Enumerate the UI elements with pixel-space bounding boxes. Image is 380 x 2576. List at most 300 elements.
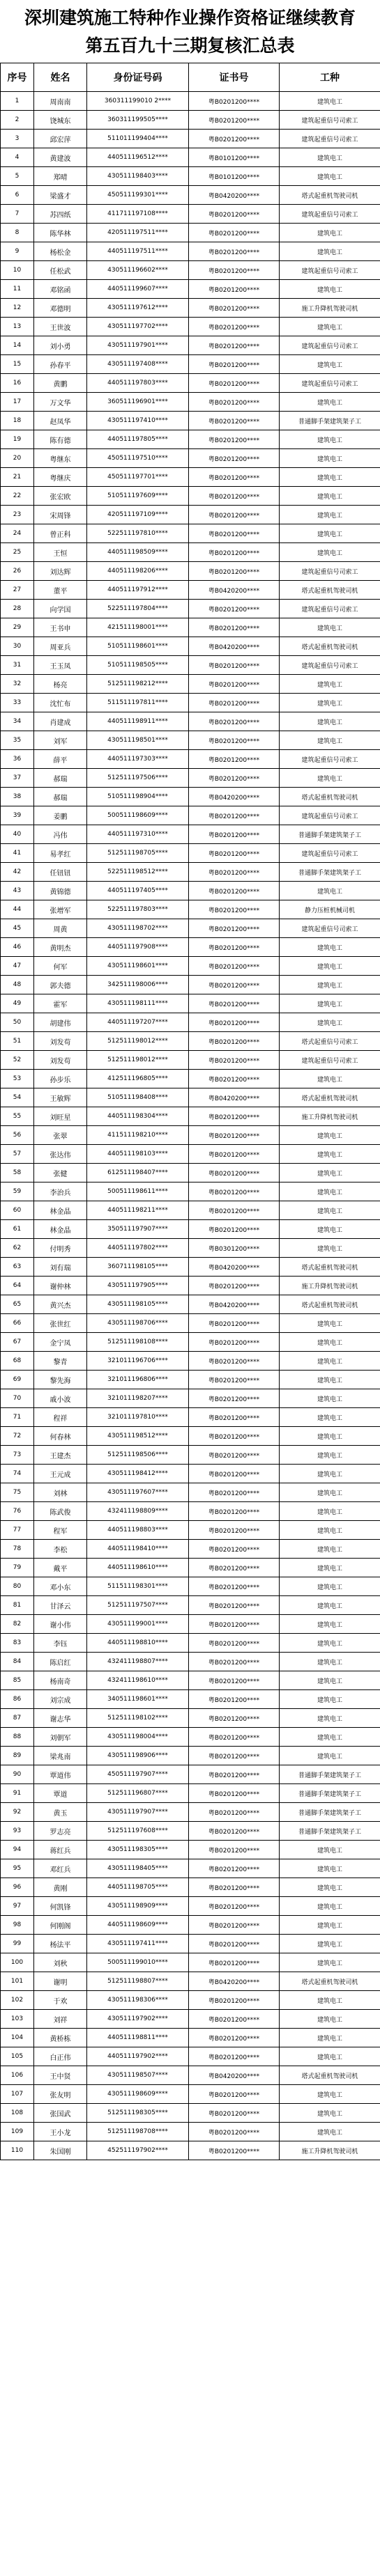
cell-id-number: 430511198105**** (87, 1295, 189, 1314)
cell-id-number: 440511198206**** (87, 562, 189, 581)
cell-certificate-number: 粤B0101200**** (189, 167, 280, 186)
cell-name: 梁盛才 (34, 186, 87, 205)
cell-name: 谢小伟 (34, 1615, 87, 1634)
cell-name: 胡建伟 (34, 1013, 87, 1032)
cell-job-type: 建筑电工 (280, 524, 380, 543)
table-row (1, 1653, 380, 1671)
cell-certificate-number: 粤B0201200**** (189, 2029, 280, 2047)
cell-certificate-number: 粤B0201200**** (189, 374, 280, 393)
cell-name: 戚小波 (34, 1389, 87, 1408)
cell-name: 周亚兵 (34, 637, 87, 656)
table-row (1, 2047, 380, 2066)
cell-job-type: 建筑起重信号司索工 (280, 656, 380, 675)
table-row (1, 299, 380, 318)
cell-name: 罗志亮 (34, 1822, 87, 1841)
cell-index: 71 (1, 1408, 34, 1427)
cell-name: 郭夫德 (34, 976, 87, 994)
cell-name: 郝瑞 (34, 769, 87, 788)
table-row (1, 1634, 380, 1653)
cell-job-type: 静力压桩机械司机 (280, 900, 380, 919)
cell-id-number: 512511198705**** (87, 844, 189, 863)
cell-certificate-number: 粤B0201200**** (189, 1878, 280, 1897)
cell-name: 任松武 (34, 261, 87, 280)
table-row (1, 1540, 380, 1559)
cell-id-number: 430511197702**** (87, 318, 189, 336)
cell-name: 陈华林 (34, 224, 87, 242)
cell-job-type: 建筑电工 (280, 1653, 380, 1671)
cell-index: 64 (1, 1277, 34, 1295)
cell-name: 张达伟 (34, 1145, 87, 1164)
cell-certificate-number: 粤B0201200**** (189, 1765, 280, 1784)
cell-job-type: 塔式起重机驾驶司机 (280, 1088, 380, 1107)
cell-id-number: 430511198412**** (87, 1465, 189, 1483)
table-row (1, 750, 380, 769)
cell-certificate-number: 粤B0201200**** (189, 1465, 280, 1483)
cell-certificate-number: 粤B0201200**** (189, 1013, 280, 1032)
cell-job-type: 建筑电工 (280, 1690, 380, 1709)
cell-certificate-number: 粤B0201200**** (189, 280, 280, 299)
cell-certificate-number: 粤B0201200**** (189, 1577, 280, 1596)
cell-certificate-number: 粤B0201200**** (189, 2047, 280, 2066)
cell-name: 邓小东 (34, 1577, 87, 1596)
cell-id-number: 512511198012**** (87, 1032, 189, 1051)
cell-index: 26 (1, 562, 34, 581)
cell-id-number: 432411198809**** (87, 1502, 189, 1521)
cell-id-number: 512511198102**** (87, 1709, 189, 1728)
cell-index: 73 (1, 1446, 34, 1465)
cell-index: 86 (1, 1690, 34, 1709)
cell-job-type: 建筑起重信号司索工 (280, 600, 380, 618)
cell-name: 刘宗成 (34, 1690, 87, 1709)
cell-certificate-number: 粤B0201200**** (189, 355, 280, 374)
cell-certificate-number: 粤B0201200**** (189, 1991, 280, 2010)
title-line-1: 深圳建筑施工特种作业操作资格证继续教育 (24, 8, 356, 28)
cell-job-type: 施工升降机驾驶司机 (280, 2141, 380, 2160)
cell-certificate-number: 粤B0201200**** (189, 449, 280, 468)
cell-name: 覃道伟 (34, 1765, 87, 1784)
cell-index: 90 (1, 1765, 34, 1784)
cell-id-number: 512511196807**** (87, 1784, 189, 1803)
cell-id-number: 500511198611**** (87, 1182, 189, 1201)
cell-certificate-number: 粤B0201200**** (189, 1182, 280, 1201)
cell-certificate-number: 粤B0420200**** (189, 788, 280, 806)
table-row (1, 788, 380, 806)
cell-name: 黄明杰 (34, 938, 87, 957)
cell-id-number: 321011196806**** (87, 1371, 189, 1389)
cell-name: 粤继东 (34, 449, 87, 468)
cell-name: 蒋红兵 (34, 1841, 87, 1859)
cell-index: 102 (1, 1991, 34, 2010)
table-row (1, 938, 380, 957)
cell-certificate-number: 粤B0201200**** (189, 1653, 280, 1671)
cell-job-type: 建筑电工 (280, 1747, 380, 1765)
cell-certificate-number: 粤B0420200**** (189, 1258, 280, 1277)
cell-name: 杨南奇 (34, 1671, 87, 1690)
table-row (1, 976, 380, 994)
table-row (1, 242, 380, 261)
summary-table (0, 63, 380, 2160)
cell-id-number: 512511198708**** (87, 2123, 189, 2141)
cell-index: 3 (1, 130, 34, 148)
cell-job-type: 施工升降机驾驶司机 (280, 1277, 380, 1295)
cell-certificate-number: 粤B0201200**** (189, 1559, 280, 1577)
cell-certificate-number: 粤B0201200**** (189, 1935, 280, 1953)
cell-job-type: 塔式起重机驾驶司机 (280, 2066, 380, 2085)
cell-name: 邓铭函 (34, 280, 87, 299)
cell-index: 75 (1, 1483, 34, 1502)
table-row (1, 1427, 380, 1446)
table-row (1, 111, 380, 130)
title-line-2: 第五百九十三期复核汇总表 (85, 36, 295, 56)
table-row (1, 2123, 380, 2141)
cell-index: 12 (1, 299, 34, 318)
cell-index: 80 (1, 1577, 34, 1596)
cell-name: 肖建成 (34, 712, 87, 731)
table-row (1, 1126, 380, 1145)
cell-job-type: 建筑电工 (280, 1709, 380, 1728)
cell-certificate-number: 粤B0201200**** (189, 412, 280, 430)
cell-index: 55 (1, 1107, 34, 1126)
cell-job-type: 建筑电工 (280, 148, 380, 167)
cell-name: 饶城东 (34, 111, 87, 130)
cell-name: 邓德明 (34, 299, 87, 318)
cell-index: 11 (1, 280, 34, 299)
cell-id-number: 612511198407**** (87, 1164, 189, 1182)
cell-certificate-number: 粤B0201200**** (189, 938, 280, 957)
table-row (1, 1220, 380, 1239)
cell-id-number: 512511198012**** (87, 1051, 189, 1070)
cell-index: 108 (1, 2104, 34, 2123)
cell-certificate-number: 粤B0420200**** (189, 1088, 280, 1107)
cell-name: 姜鹏 (34, 806, 87, 825)
cell-index: 79 (1, 1559, 34, 1577)
cell-index: 96 (1, 1878, 34, 1897)
cell-certificate-number: 粤B0201200**** (189, 1145, 280, 1164)
cell-id-number: 321011198207**** (87, 1389, 189, 1408)
table-row (1, 1577, 380, 1596)
cell-job-type: 建筑电工 (280, 2085, 380, 2104)
table-row (1, 148, 380, 167)
table-row (1, 1521, 380, 1540)
cell-index: 104 (1, 2029, 34, 2047)
cell-name: 杨亮 (34, 675, 87, 694)
cell-id-number: 440511197912**** (87, 581, 189, 600)
cell-certificate-number: 粤B0201200**** (189, 675, 280, 694)
cell-name: 郑晴 (34, 167, 87, 186)
table-row (1, 543, 380, 562)
table-row (1, 581, 380, 600)
cell-certificate-number: 粤B0201200**** (189, 1521, 280, 1540)
cell-job-type: 建筑电工 (280, 994, 380, 1013)
cell-job-type: 建筑电工 (280, 1728, 380, 1747)
cell-name: 沈忙布 (34, 694, 87, 712)
cell-job-type: 建筑起重信号司索工 (280, 562, 380, 581)
cell-id-number: 430511198702**** (87, 919, 189, 938)
cell-name: 刘军 (34, 731, 87, 750)
cell-job-type: 建筑电工 (280, 393, 380, 412)
cell-index: 84 (1, 1653, 34, 1671)
cell-job-type: 塔式起重机驾驶司机 (280, 581, 380, 600)
cell-job-type: 建筑电工 (280, 167, 380, 186)
cell-certificate-number: 粤B0201200**** (189, 1502, 280, 1521)
cell-id-number: 440511197902**** (87, 2047, 189, 2066)
header-name: 姓名 (34, 63, 87, 92)
cell-job-type: 普通脚手架建筑架子工 (280, 412, 380, 430)
table-row (1, 2010, 380, 2029)
table-row (1, 487, 380, 506)
cell-name: 黄建波 (34, 148, 87, 167)
cell-id-number: 510511198505**** (87, 656, 189, 675)
table-row (1, 1352, 380, 1371)
table-row (1, 844, 380, 863)
table-row (1, 430, 380, 449)
cell-name: 梁兆南 (34, 1747, 87, 1765)
cell-name: 万文华 (34, 393, 87, 412)
table-row (1, 1408, 380, 1427)
cell-id-number: 430511198507**** (87, 2066, 189, 2085)
cell-job-type: 建筑电工 (280, 506, 380, 524)
cell-index: 38 (1, 788, 34, 806)
cell-certificate-number: 粤B0201200**** (189, 1540, 280, 1559)
cell-index: 63 (1, 1258, 34, 1277)
cell-name: 何军 (34, 957, 87, 976)
table-row (1, 1371, 380, 1389)
table-row (1, 336, 380, 355)
cell-certificate-number: 粤B0201200**** (189, 1314, 280, 1333)
cell-job-type: 普通脚手架建筑架子工 (280, 1784, 380, 1803)
cell-index: 91 (1, 1784, 34, 1803)
cell-name: 黄刚 (34, 1878, 87, 1897)
cell-id-number: 340511198601**** (87, 1690, 189, 1709)
cell-name: 林金晶 (34, 1201, 87, 1220)
cell-name: 谢仲林 (34, 1277, 87, 1295)
cell-job-type: 建筑电工 (280, 1916, 380, 1935)
cell-certificate-number: 粤B0201200**** (189, 1483, 280, 1502)
table-row (1, 1559, 380, 1577)
cell-id-number: 440511198810**** (87, 1634, 189, 1653)
table-row (1, 712, 380, 731)
cell-index: 23 (1, 506, 34, 524)
table-row (1, 1615, 380, 1634)
cell-certificate-number: 粤B0201200**** (189, 242, 280, 261)
table-row (1, 1502, 380, 1521)
cell-name: 薛平 (34, 750, 87, 769)
table-row (1, 900, 380, 919)
cell-job-type: 建筑起重信号司索工 (280, 336, 380, 355)
cell-certificate-number: 粤B0201200**** (189, 1277, 280, 1295)
cell-id-number: 440511198811**** (87, 2029, 189, 2047)
cell-index: 58 (1, 1164, 34, 1182)
cell-certificate-number: 粤B0201200**** (189, 111, 280, 130)
cell-index: 78 (1, 1540, 34, 1559)
cell-index: 54 (1, 1088, 34, 1107)
cell-job-type: 普通脚手架建筑架子工 (280, 1803, 380, 1822)
cell-job-type: 建筑电工 (280, 430, 380, 449)
cell-name: 邱宏萍 (34, 130, 87, 148)
cell-job-type: 建筑电工 (280, 1314, 380, 1333)
cell-certificate-number: 粤B0201200**** (189, 1709, 280, 1728)
cell-certificate-number: 粤B0201200**** (189, 1371, 280, 1389)
cell-id-number: 510511197609**** (87, 487, 189, 506)
cell-id-number: 522511197804**** (87, 600, 189, 618)
cell-job-type: 建筑电工 (280, 1427, 380, 1446)
cell-index: 9 (1, 242, 34, 261)
cell-id-number: 511511198301**** (87, 1577, 189, 1596)
cell-name: 程军 (34, 1521, 87, 1540)
cell-certificate-number: 粤B0201200**** (189, 336, 280, 355)
cell-index: 94 (1, 1841, 34, 1859)
cell-id-number: 440511197908**** (87, 938, 189, 957)
cell-certificate-number: 粤B0201200**** (189, 919, 280, 938)
cell-job-type: 建筑电工 (280, 1182, 380, 1201)
cell-job-type: 建筑电工 (280, 976, 380, 994)
cell-job-type: 普通脚手架建筑架子工 (280, 1822, 380, 1841)
cell-name: 粤继庆 (34, 468, 87, 487)
table-row (1, 261, 380, 280)
cell-certificate-number: 粤B0201200**** (189, 2123, 280, 2141)
cell-certificate-number: 粤B0201200**** (189, 299, 280, 318)
cell-certificate-number: 粤B0201200**** (189, 318, 280, 336)
cell-id-number: 430511196602**** (87, 261, 189, 280)
table-row (1, 1032, 380, 1051)
cell-id-number: 510511198601**** (87, 637, 189, 656)
cell-certificate-number: 粤B0201200**** (189, 1220, 280, 1239)
cell-name: 张增军 (34, 900, 87, 919)
cell-certificate-number: 粤B0101200**** (189, 148, 280, 167)
cell-certificate-number: 粤B0201200**** (189, 618, 280, 637)
cell-certificate-number: 粤B0201200**** (189, 1333, 280, 1352)
cell-certificate-number: 粤B0201200**** (189, 1032, 280, 1051)
cell-id-number: 440511197310**** (87, 825, 189, 844)
cell-certificate-number: 粤B0201200**** (189, 900, 280, 919)
table-row (1, 205, 380, 224)
table-row (1, 393, 380, 412)
cell-index: 65 (1, 1295, 34, 1314)
cell-job-type: 建筑电工 (280, 1220, 380, 1239)
cell-job-type: 建筑电工 (280, 1671, 380, 1690)
cell-index: 20 (1, 449, 34, 468)
cell-certificate-number: 粤B0201200**** (189, 524, 280, 543)
cell-certificate-number: 粤B0420200**** (189, 2066, 280, 2085)
cell-job-type: 建筑电工 (280, 1483, 380, 1502)
cell-index: 28 (1, 600, 34, 618)
cell-job-type: 建筑起重信号司索工 (280, 1051, 380, 1070)
cell-job-type: 塔式起重机驾驶司机 (280, 186, 380, 205)
table-row (1, 1145, 380, 1164)
cell-id-number: 500511199010**** (87, 1953, 189, 1972)
table-row (1, 1803, 380, 1822)
cell-name: 苏四纸 (34, 205, 87, 224)
cell-certificate-number: 粤B0201200**** (189, 1634, 280, 1653)
cell-id-number: 420511197109**** (87, 506, 189, 524)
table-header-row (1, 63, 380, 92)
cell-id-number: 440511198509**** (87, 543, 189, 562)
cell-name: 任钮钮 (34, 863, 87, 882)
cell-name: 王书申 (34, 618, 87, 637)
cell-id-number: 450511197907**** (87, 1765, 189, 1784)
cell-job-type: 建筑起重信号司索工 (280, 111, 380, 130)
table-row (1, 224, 380, 242)
cell-name: 李治兵 (34, 1182, 87, 1201)
cell-index: 77 (1, 1521, 34, 1540)
cell-index: 68 (1, 1352, 34, 1371)
table-row (1, 1935, 380, 1953)
table-row (1, 1859, 380, 1878)
cell-certificate-number: 粤B0201200**** (189, 750, 280, 769)
cell-certificate-number: 粤B0201200**** (189, 1897, 280, 1916)
cell-name: 王玉凤 (34, 656, 87, 675)
table-row (1, 318, 380, 336)
cell-name: 周黄 (34, 919, 87, 938)
cell-job-type: 建筑电工 (280, 1577, 380, 1596)
cell-index: 67 (1, 1333, 34, 1352)
cell-name: 金宁凤 (34, 1333, 87, 1352)
cell-certificate-number: 粤B0201200**** (189, 1822, 280, 1841)
cell-index: 98 (1, 1916, 34, 1935)
cell-name: 黄鹏 (34, 374, 87, 393)
cell-id-number: 430511197612**** (87, 299, 189, 318)
cell-job-type: 建筑电工 (280, 1013, 380, 1032)
cell-job-type: 建筑电工 (280, 1145, 380, 1164)
cell-name: 刘旺星 (34, 1107, 87, 1126)
cell-id-number: 440511197405**** (87, 882, 189, 900)
table-row (1, 637, 380, 656)
cell-certificate-number: 粤B0201200**** (189, 825, 280, 844)
table-row (1, 506, 380, 524)
cell-id-number: 522511197803**** (87, 900, 189, 919)
cell-id-number: 511511197811**** (87, 694, 189, 712)
table-row (1, 1258, 380, 1277)
cell-index: 21 (1, 468, 34, 487)
cell-name: 白正伟 (34, 2047, 87, 2066)
cell-certificate-number: 粤B0201200**** (189, 769, 280, 788)
table-row (1, 2104, 380, 2123)
table-row (1, 1728, 380, 1747)
cell-name: 李钰 (34, 1634, 87, 1653)
cell-id-number: 430511198706**** (87, 1314, 189, 1333)
cell-certificate-number: 粤B0201200**** (189, 1596, 280, 1615)
cell-certificate-number: 粤B0201200**** (189, 487, 280, 506)
cell-job-type: 建筑电工 (280, 769, 380, 788)
cell-index: 105 (1, 2047, 34, 2066)
cell-id-number: 412511196805**** (87, 1070, 189, 1088)
cell-certificate-number: 粤B0201200**** (189, 2085, 280, 2104)
table-row (1, 524, 380, 543)
cell-index: 27 (1, 581, 34, 600)
table-row (1, 449, 380, 468)
cell-name: 杨松金 (34, 242, 87, 261)
cell-certificate-number: 粤B0420200**** (189, 637, 280, 656)
cell-index: 60 (1, 1201, 34, 1220)
cell-certificate-number: 粤B0201200**** (189, 1916, 280, 1935)
cell-id-number: 421511198001**** (87, 618, 189, 637)
table-row (1, 675, 380, 694)
cell-id-number: 360511196901**** (87, 393, 189, 412)
table-row (1, 1878, 380, 1897)
cell-id-number: 512511198807**** (87, 1972, 189, 1991)
cell-index: 89 (1, 1747, 34, 1765)
cell-name: 周南南 (34, 92, 87, 111)
cell-job-type: 建筑电工 (280, 1408, 380, 1427)
cell-id-number: 360711198105**** (87, 1258, 189, 1277)
cell-job-type: 塔式起重机驾驶司机 (280, 1258, 380, 1277)
cell-index: 2 (1, 111, 34, 130)
cell-index: 7 (1, 205, 34, 224)
table-row (1, 1483, 380, 1502)
table-row (1, 1897, 380, 1916)
cell-index: 14 (1, 336, 34, 355)
cell-name: 霍军 (34, 994, 87, 1013)
